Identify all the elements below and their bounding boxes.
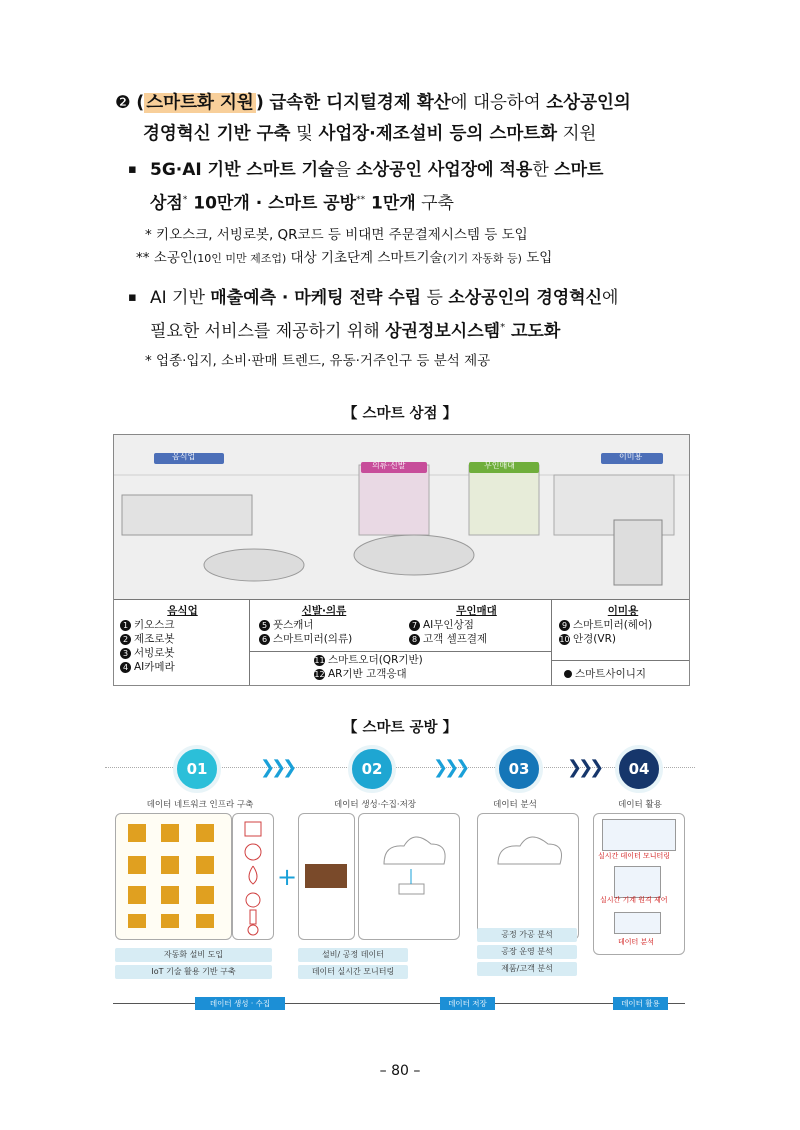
robot-arm-icons <box>116 814 231 939</box>
legend-clothes-title: 신발·의류 <box>301 605 347 617</box>
step-01-label: 데이터 네트워크 인프라 구축 <box>146 800 254 810</box>
b2-h: 고도화 <box>505 321 561 342</box>
b2-b: 매출예측 · 마케팅 전략 수립 <box>210 288 422 308</box>
paren-open: ( <box>136 93 145 113</box>
footnote-small-manufacturer <box>136 247 552 270</box>
caption-smart-factory: 【 스마트 공방 】 <box>342 720 458 736</box>
legend-text: 스마트미러(헤어) <box>573 619 653 631</box>
equipment-photo <box>305 864 347 888</box>
legend-item <box>120 632 245 646</box>
step-01: 01 <box>173 745 221 793</box>
legend-num: 9 <box>559 620 570 631</box>
zone-unmanned-label: 무인매대 <box>484 461 515 470</box>
paren-close: ) <box>255 93 264 113</box>
phase-utilization: 데이터 활용 <box>613 997 668 1010</box>
b2-g: 상권정보시스템 <box>385 321 501 342</box>
sensor-icons <box>233 814 273 939</box>
legend-text: 키오스크 <box>134 619 175 631</box>
smart-store-illustration <box>113 434 690 686</box>
b1-d: 한 <box>532 160 555 180</box>
n2-e: 도입 <box>521 250 553 266</box>
page-number: – 80 – <box>379 1063 421 1079</box>
legend-num: 12 <box>314 669 325 679</box>
legend-num: 2 <box>120 634 131 645</box>
chevron-icon: ❯❯❯ <box>260 757 294 778</box>
legend-unmanned-title: 무인매대 <box>456 605 497 617</box>
b1-f-sup: * <box>182 195 188 205</box>
legend-num: 3 <box>120 648 131 659</box>
bullet-smart-store <box>128 155 708 219</box>
caption-smart-store: 【 스마트 상점 】 <box>342 406 458 422</box>
heading-part-e: 및 <box>290 124 319 144</box>
legend-item <box>314 653 423 667</box>
step-04: 04 <box>615 745 663 793</box>
legend-num: 8 <box>409 634 420 645</box>
legend-item <box>120 660 245 674</box>
n2-a: ** 소공인 <box>136 250 193 266</box>
smart-factory-diagram <box>105 745 695 1025</box>
pill-product-analysis: 제품/고객 분석 <box>477 962 577 976</box>
legend-beauty-title: 이미용 <box>607 605 639 617</box>
legend-text: 풋스캐너 <box>273 619 314 631</box>
pill-operation-analysis: 공장 운영 분석 <box>477 945 577 959</box>
pill-iot: IoT 기술 활용 기반 구축 <box>115 965 272 979</box>
n2-b: (10인 미만 제조업) <box>192 252 287 265</box>
legend-text: AI카메라 <box>134 661 175 673</box>
n2-c: 대상 기초단계 스마트기술 <box>286 250 443 266</box>
sensor-icons-panel <box>232 813 274 940</box>
phase-storage: 데이터 저장 <box>440 997 495 1010</box>
legend-text: 제조로봇 <box>134 633 175 645</box>
plus-icon: + <box>277 863 298 891</box>
step-02-label: 데이터 생성·수집·저장 <box>333 800 416 810</box>
pill-process-analysis: 공정 가공 분석 <box>477 928 577 942</box>
automation-equipment-panel <box>115 813 232 940</box>
analysis-panel <box>477 813 579 940</box>
step-03-label: 데이터 분석 <box>493 800 537 810</box>
analysis-chart-image <box>614 912 661 934</box>
legend-item <box>559 632 687 646</box>
step-04-label: 데이터 활용 <box>618 800 662 810</box>
heading-part-g: 지원 <box>557 124 597 144</box>
legend-item <box>259 632 389 646</box>
b1-g: 10만개 · 스마트 공방 <box>187 193 357 214</box>
legend-item <box>314 667 423 681</box>
phase-generation: 데이터 생성 · 수집 <box>195 997 285 1010</box>
monitor-dashboard-image <box>602 819 676 851</box>
zone-clothes-label: 의류·신발 <box>372 461 406 470</box>
storage-panel <box>358 813 460 940</box>
bullet-mark: ▪ <box>128 290 137 305</box>
legend-text: AI무인상점 <box>423 619 474 631</box>
b2-g-sup: * <box>500 322 506 333</box>
b1-g-sup: ** <box>356 195 366 205</box>
legend-item <box>259 618 389 632</box>
legend-item <box>120 646 245 660</box>
b2-c: 등 <box>421 288 449 308</box>
legend-item <box>409 618 544 632</box>
b1-i: 구축 <box>415 193 454 214</box>
b1-b: 을 <box>334 160 357 180</box>
heading-part-a: 급속한 디지털경제 확산 <box>269 93 451 113</box>
legend-text: 스마트미러(의류) <box>273 633 353 645</box>
chevron-icon: ❯❯❯ <box>567 757 601 778</box>
cloud-icon <box>359 814 459 939</box>
heading-part-c: 소상공인의 <box>546 93 631 113</box>
step-03: 03 <box>495 745 543 793</box>
legend-beauty <box>559 600 687 646</box>
b2-a: AI 기반 <box>150 288 211 308</box>
legend-common <box>314 653 423 681</box>
remote-control-image <box>614 866 661 898</box>
cloud-icon <box>478 814 578 939</box>
b1-e: 스마트 <box>554 160 604 180</box>
legend-unmanned <box>409 600 544 646</box>
legend-num: 6 <box>259 634 270 645</box>
legend-item <box>559 618 687 632</box>
legend-food <box>120 600 245 674</box>
legend-text: 스마트오더(QR기반) <box>328 654 423 666</box>
b2-d: 소상공인의 경영혁신 <box>448 288 603 308</box>
pill-realtime-monitoring: 데이터 실시간 모니터링 <box>298 965 408 979</box>
b1-c: 소상공인 사업장에 적용 <box>356 160 533 180</box>
heading-part-d: 경영혁신 기반 구축 <box>143 124 291 144</box>
section-heading <box>115 88 715 150</box>
legend-num: 7 <box>409 620 420 631</box>
utilization-panel <box>593 813 685 955</box>
legend-item <box>120 618 245 632</box>
output-data-analysis: 데이터 분석 <box>618 938 655 946</box>
b1-h: 1만개 <box>365 193 416 214</box>
legend-num: 10 <box>559 634 570 644</box>
chevron-icon: ❯❯❯ <box>433 757 467 778</box>
footnote-analysis: * 업종·입지, 소비·판매 트렌드, 유동·거주인구 등 분석 제공 <box>145 353 491 369</box>
step-02: 02 <box>348 745 396 793</box>
circle-2-marker: ❷ <box>115 93 131 113</box>
device-panel <box>298 813 355 940</box>
legend-num: 4 <box>120 662 131 673</box>
heading-part-f: 사업장·제조설비 등의 스마트화 <box>318 124 558 144</box>
bullet-commercial-info <box>128 283 708 347</box>
legend-food-title: 음식업 <box>167 605 198 617</box>
legend-item <box>409 632 544 646</box>
legend-num: 1 <box>120 620 131 631</box>
legend-num: 11 <box>314 655 325 665</box>
b1-a: 5G·AI 기반 스마트 기술 <box>150 160 335 180</box>
bullet-mark: ▪ <box>128 162 137 177</box>
b2-f: 필요한 서비스를 제공하기 위해 <box>150 321 386 342</box>
zone-food-label: 음식업 <box>172 452 196 461</box>
store-legend <box>114 599 689 686</box>
signage-dot <box>564 670 572 678</box>
b1-f: 상점 <box>150 193 183 214</box>
n2-d: (기기 자동화 등) <box>442 252 522 265</box>
legend-text: 고객 셀프결제 <box>423 633 488 645</box>
pill-automation: 자동화 설비 도입 <box>115 948 272 962</box>
output-monitoring: 실시간 데이터 모니터링 <box>598 852 671 860</box>
b2-e: 에 <box>602 288 619 308</box>
legend-text: AR기반 고객응대 <box>328 668 407 680</box>
legend-text: 서빙로봇 <box>134 647 175 659</box>
legend-num: 5 <box>259 620 270 631</box>
heading-part-b: 에 대응하여 <box>450 93 547 113</box>
zone-beauty-label: 이미용 <box>619 452 643 461</box>
legend-text: 스마트사이니지 <box>575 668 647 680</box>
pill-equipment-data: 설비/ 공정 데이터 <box>298 948 408 962</box>
output-remote-control: 실시간 기계 원격 제어 <box>600 896 668 904</box>
smart-support-highlight: 스마트화 지원 <box>146 93 254 113</box>
legend-text: 안경(VR) <box>573 633 616 645</box>
legend-signage <box>564 667 646 681</box>
footnote-kiosk: * 키오스크, 서빙로봇, QR코드 등 비대면 주문결제시스템 등 도입 <box>145 227 528 243</box>
legend-clothes <box>259 600 389 646</box>
